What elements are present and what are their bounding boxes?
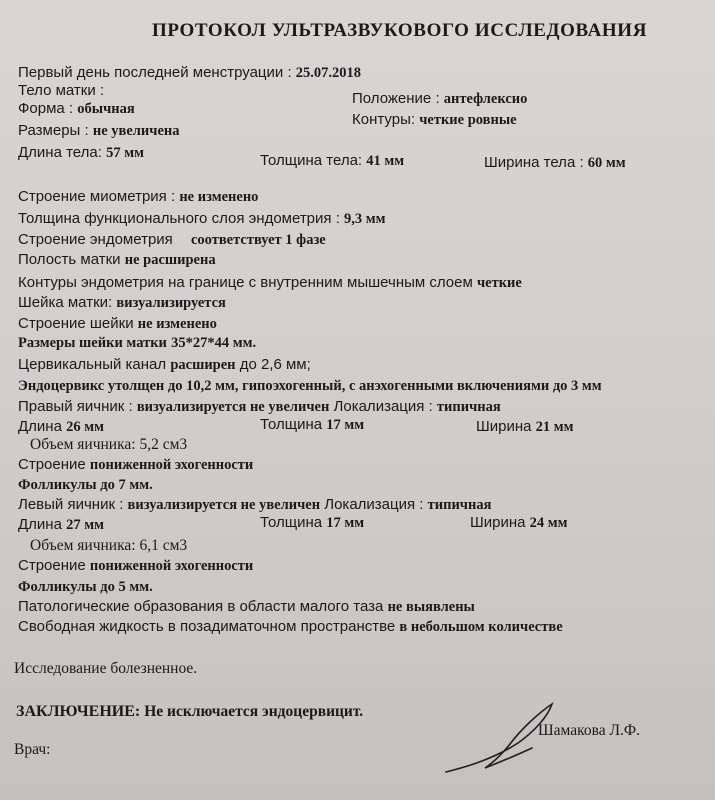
right-ovary-volume-value: 5,2 см3	[139, 436, 188, 453]
right-ovary-value: визуализируется не увеличен	[136, 399, 330, 415]
right-ovary-structure-value: пониженной эхогенности	[89, 457, 254, 473]
endometrium-structure-row	[18, 231, 326, 249]
cervix-row	[18, 294, 226, 312]
left-ovary-length-value: 27 мм	[66, 517, 104, 533]
endometrium-structure-label: Строение эндометрия	[18, 231, 173, 248]
endometrium-thickness-label: Толщина функционального слоя эндометрия :	[18, 210, 340, 227]
left-ovary-structure-value: пониженной эхогенности	[89, 558, 254, 574]
cervix-value: визуализируется	[116, 295, 226, 311]
right-ovary-structure-row	[18, 456, 253, 474]
right-ovary-thickness-row	[260, 416, 364, 434]
length-value: 57 мм	[106, 145, 144, 161]
endocervix-text: Эндоцервикс утолщен до 10,2 мм, гипоэхогенный, с анэхогенными включениями до 3 мм	[18, 378, 602, 394]
endometrium-thickness-value: 9,3 мм	[344, 211, 386, 227]
uterus-shape-row	[18, 100, 135, 118]
endometrium-contours-label: Контуры эндометрия на границе с внутренним мышечным слоем	[18, 274, 473, 291]
uterus-thickness-row	[260, 152, 404, 170]
right-ovary-follicles-text: Фолликулы до 7 мм.	[18, 477, 153, 493]
left-ovary-value: визуализируется не увеличен	[127, 497, 321, 513]
right-ovary-follicles	[18, 476, 153, 494]
left-ovary-length-row	[18, 516, 104, 534]
cervix-label: Шейка матки:	[18, 294, 113, 311]
left-ovary-follicles-text: Фолликулы до 5 мм.	[18, 579, 153, 595]
report-title: ПРОТОКОЛ УЛЬТРАЗВУКОВОГО ИССЛЕДОВАНИЯ	[152, 20, 648, 41]
shape-value: обычная	[77, 101, 135, 117]
uterus-length-row	[18, 144, 144, 162]
left-ovary-length-label: Длина	[18, 516, 62, 533]
cervix-size-label: Размеры шейки матки	[18, 335, 167, 351]
position-value: антефлексио	[443, 91, 528, 107]
right-ovary-volume-label: Объем яичника:	[30, 436, 136, 453]
cavity-row	[18, 251, 216, 269]
right-ovary-width-row	[476, 418, 574, 436]
left-ovary-width-row	[470, 514, 568, 532]
right-ovary-width-value: 21 мм	[535, 419, 574, 435]
free-fluid-row	[18, 618, 563, 636]
right-ovary-label: Правый яичник :	[18, 398, 133, 415]
length-label: Длина тела:	[18, 144, 102, 161]
left-ovary-volume-label: Объем яичника:	[30, 537, 136, 554]
left-ovary-thickness-value: 17 мм	[326, 515, 365, 531]
cervix-size-value: 35*27*44 мм.	[171, 335, 257, 351]
uterus-label: Тело матки :	[18, 82, 105, 99]
contours-label: Контуры:	[352, 111, 416, 128]
size-value: не увеличена	[92, 123, 180, 139]
thickness-label: Толщина тела:	[260, 152, 363, 169]
contours-value: четкие ровные	[419, 112, 517, 128]
left-ovary-width-value: 24 мм	[529, 515, 568, 531]
right-ovary-loc-label: Локализация :	[333, 398, 433, 415]
cavity-value: не расширена	[124, 252, 216, 268]
left-ovary-volume-value: 6,1 см3	[139, 537, 188, 554]
uterus-position-row	[352, 90, 527, 108]
left-ovary-structure-label: Строение	[18, 557, 86, 574]
thickness-value: 41 мм	[366, 153, 405, 169]
conclusion-label: ЗАКЛЮЧЕНИЕ:	[16, 703, 141, 720]
uterus-width-row	[484, 154, 626, 172]
free-fluid-value: в небольшом количестве	[399, 619, 563, 635]
conclusion-value: Не исключается эндоцервицит.	[144, 703, 364, 720]
pathology-value: не выявлены	[387, 599, 475, 615]
right-ovary-structure-label: Строение	[18, 456, 86, 473]
endometrium-contours-value: четкие	[476, 275, 522, 291]
right-ovary-row	[18, 398, 501, 416]
width-value: 60 мм	[587, 155, 626, 171]
cervix-size-row	[18, 334, 256, 352]
doctor-label: Врач:	[14, 741, 51, 758]
left-ovary-volume-row	[30, 537, 187, 555]
right-ovary-length-label: Длина	[18, 418, 62, 435]
position-label: Положение :	[352, 90, 440, 107]
right-ovary-loc-value: типичная	[436, 399, 501, 415]
left-ovary-label: Левый яичник :	[18, 496, 124, 513]
cavity-label: Полость матки	[18, 251, 121, 268]
right-ovary-length-row	[18, 418, 104, 436]
cervix-structure-label: Строение шейки	[18, 315, 134, 332]
cervical-canal-value-rest: до 2,6 мм;	[239, 356, 311, 373]
size-label: Размеры :	[18, 122, 89, 139]
left-ovary-loc-label: Локализация :	[324, 496, 424, 513]
cervical-canal-label: Цервикальный канал	[18, 356, 167, 373]
conclusion-row	[16, 703, 363, 721]
cervical-canal-value-bold: расширен	[170, 357, 236, 373]
free-fluid-label: Свободная жидкость в позадиматочном пространстве	[18, 618, 396, 635]
myometrium-row	[18, 188, 258, 206]
myometrium-label: Строение миометрия :	[18, 188, 176, 205]
shape-label: Форма :	[18, 100, 74, 117]
left-ovary-structure-row	[18, 557, 253, 575]
uterus-size-row	[18, 122, 179, 140]
cervical-canal-row	[18, 356, 311, 374]
width-label: Ширина тела :	[484, 154, 584, 171]
painful-note: Исследование болезненное.	[14, 660, 198, 677]
uterus-contours-row	[352, 111, 517, 129]
left-ovary-row	[18, 496, 491, 514]
cervix-structure-row	[18, 315, 217, 333]
endometrium-thickness-row	[18, 210, 386, 228]
cervix-structure-value: не изменено	[137, 316, 217, 332]
right-ovary-thickness-label: Толщина	[260, 416, 323, 433]
left-ovary-loc-value: типичная	[427, 497, 492, 513]
endocervix-row	[18, 377, 715, 395]
endometrium-structure-value: соответствует 1 фазе	[190, 232, 326, 248]
endometrium-contours-row	[18, 274, 522, 292]
doctor-name: Шамакова Л.Ф.	[538, 722, 640, 739]
left-ovary-thickness-label: Толщина	[260, 514, 323, 531]
right-ovary-volume-row	[30, 436, 187, 454]
right-ovary-length-value: 26 мм	[66, 419, 104, 435]
pathology-label: Патологические образования в области малого таза	[18, 598, 384, 615]
left-ovary-thickness-row	[260, 514, 364, 532]
lmp-label: Первый день последней менструации :	[18, 64, 292, 81]
left-ovary-follicles	[18, 578, 153, 596]
myometrium-value: не изменено	[179, 189, 259, 205]
right-ovary-thickness-value: 17 мм	[326, 417, 365, 433]
pathology-row	[18, 598, 475, 616]
right-ovary-width-label: Ширина	[476, 418, 532, 435]
left-ovary-width-label: Ширина	[470, 514, 526, 531]
lmp-row	[18, 64, 361, 82]
lmp-value: 25.07.2018	[295, 65, 362, 81]
